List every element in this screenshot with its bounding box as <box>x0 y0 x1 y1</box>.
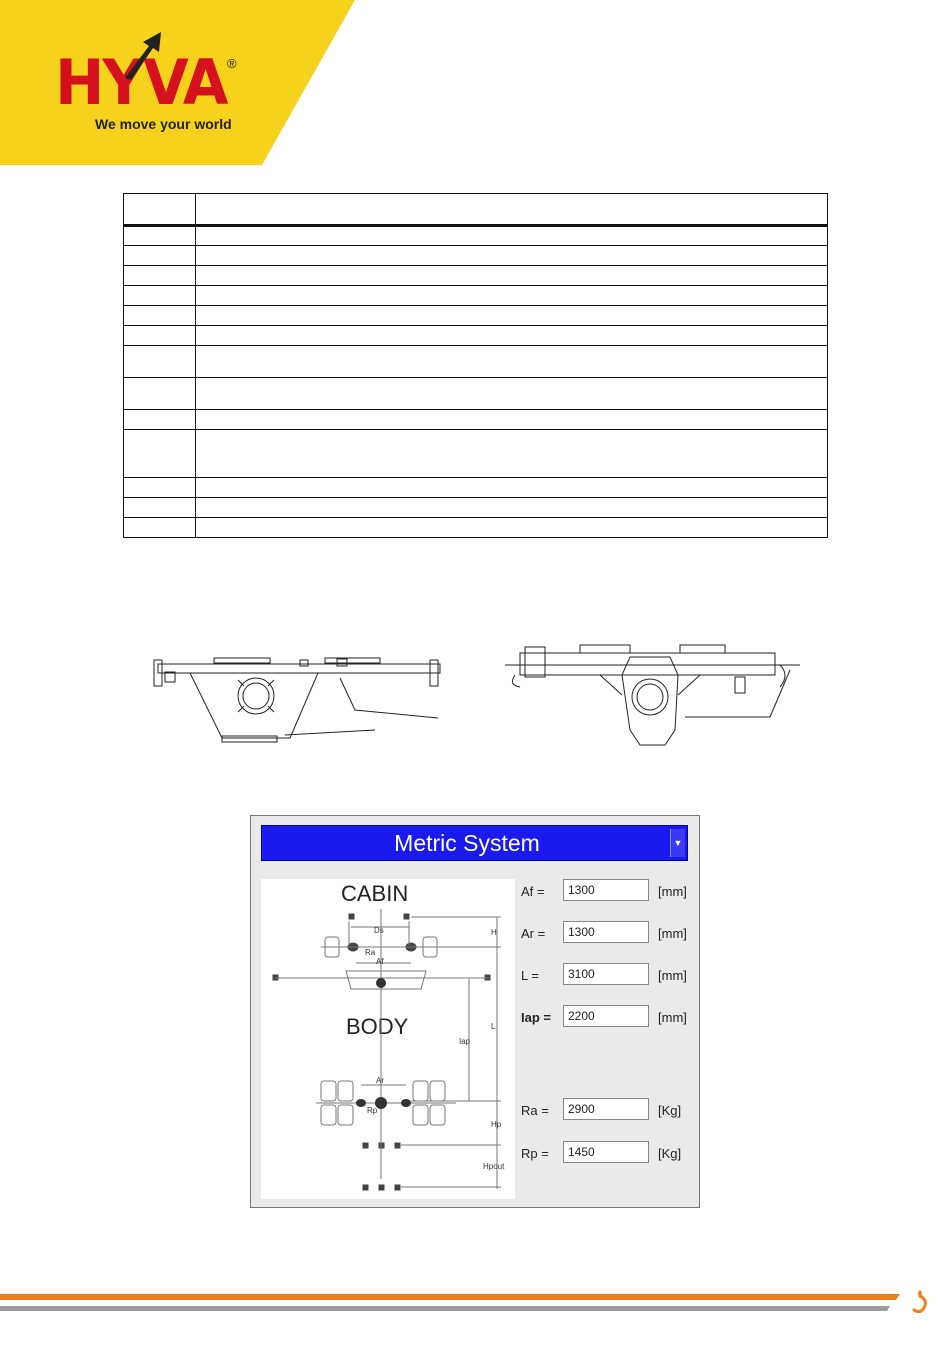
vehicle-dimension-diagram <box>261 879 515 1199</box>
param-unit-af: [mm] <box>658 884 687 899</box>
subframe-drawing-right <box>500 635 810 755</box>
table-row <box>124 286 828 306</box>
param-label-ra: Ra = <box>521 1103 549 1118</box>
param-label-iap: Iap = <box>521 1010 551 1025</box>
table-row <box>124 226 828 246</box>
unit-system-dropdown[interactable] <box>261 825 688 861</box>
ra-field[interactable] <box>563 1098 649 1120</box>
param-label-rp: Rp = <box>521 1146 549 1161</box>
rp-field[interactable] <box>563 1141 649 1163</box>
param-unit-ar: [mm] <box>658 926 687 941</box>
iap-field[interactable] <box>563 1005 649 1027</box>
hyva-logo <box>55 30 245 140</box>
param-unit-ra: [Kg] <box>658 1103 682 1118</box>
diagram-label-hpout: Hpout <box>483 1162 505 1171</box>
table-row <box>124 410 828 430</box>
param-label-ar: Ar = <box>521 926 546 941</box>
table-row <box>124 266 828 286</box>
table-cell <box>124 194 196 226</box>
logo-arrow-icon <box>115 26 175 86</box>
table-row <box>124 478 828 498</box>
table-row <box>124 378 828 410</box>
diagram-label-rp: Rp <box>367 1106 378 1115</box>
chevron-down-icon[interactable]: ▼ <box>670 829 685 857</box>
diagram-label-ar: Ar <box>376 1076 384 1085</box>
spec-table <box>123 193 828 538</box>
diagram-label-cabin: CABIN <box>341 881 409 906</box>
table-header-row <box>124 194 828 226</box>
diagram-label-ra: Ra <box>365 948 376 957</box>
table-row <box>124 326 828 346</box>
unit-system-selected: Metric System <box>394 830 540 856</box>
hook-icon <box>906 1290 934 1318</box>
af-field[interactable] <box>563 879 649 901</box>
logo-wordmark: HYVA <box>55 46 227 119</box>
ar-field[interactable] <box>563 921 649 943</box>
diagram-label-hp: Hp <box>491 1120 502 1129</box>
table-cell <box>196 194 828 226</box>
table-row <box>124 306 828 326</box>
table-row <box>124 498 828 518</box>
param-unit-rp: [Kg] <box>658 1146 682 1161</box>
param-label-l: L = <box>521 968 539 983</box>
table-row <box>124 430 828 478</box>
diagram-label-body: BODY <box>346 1014 409 1039</box>
param-unit-l: [mm] <box>658 968 687 983</box>
l-field[interactable] <box>563 963 649 985</box>
diagram-label-ds: Ds <box>374 926 384 935</box>
param-unit-iap: [mm] <box>658 1010 687 1025</box>
metric-system-panel <box>250 815 700 1208</box>
param-label-af: Af = <box>521 884 545 899</box>
footer-stripes <box>0 1292 900 1316</box>
table-row <box>124 518 828 538</box>
table-row <box>124 246 828 266</box>
subframe-drawing-left <box>150 650 445 745</box>
diagram-label-h: H <box>491 928 497 937</box>
logo-tagline: We move your world <box>95 116 232 132</box>
diagram-label-l: L <box>491 1022 496 1031</box>
diagram-label-iap: Iap <box>459 1037 471 1046</box>
diagram-label-af: Af <box>376 957 384 966</box>
registered-mark: ® <box>227 56 237 71</box>
table-row <box>124 346 828 378</box>
